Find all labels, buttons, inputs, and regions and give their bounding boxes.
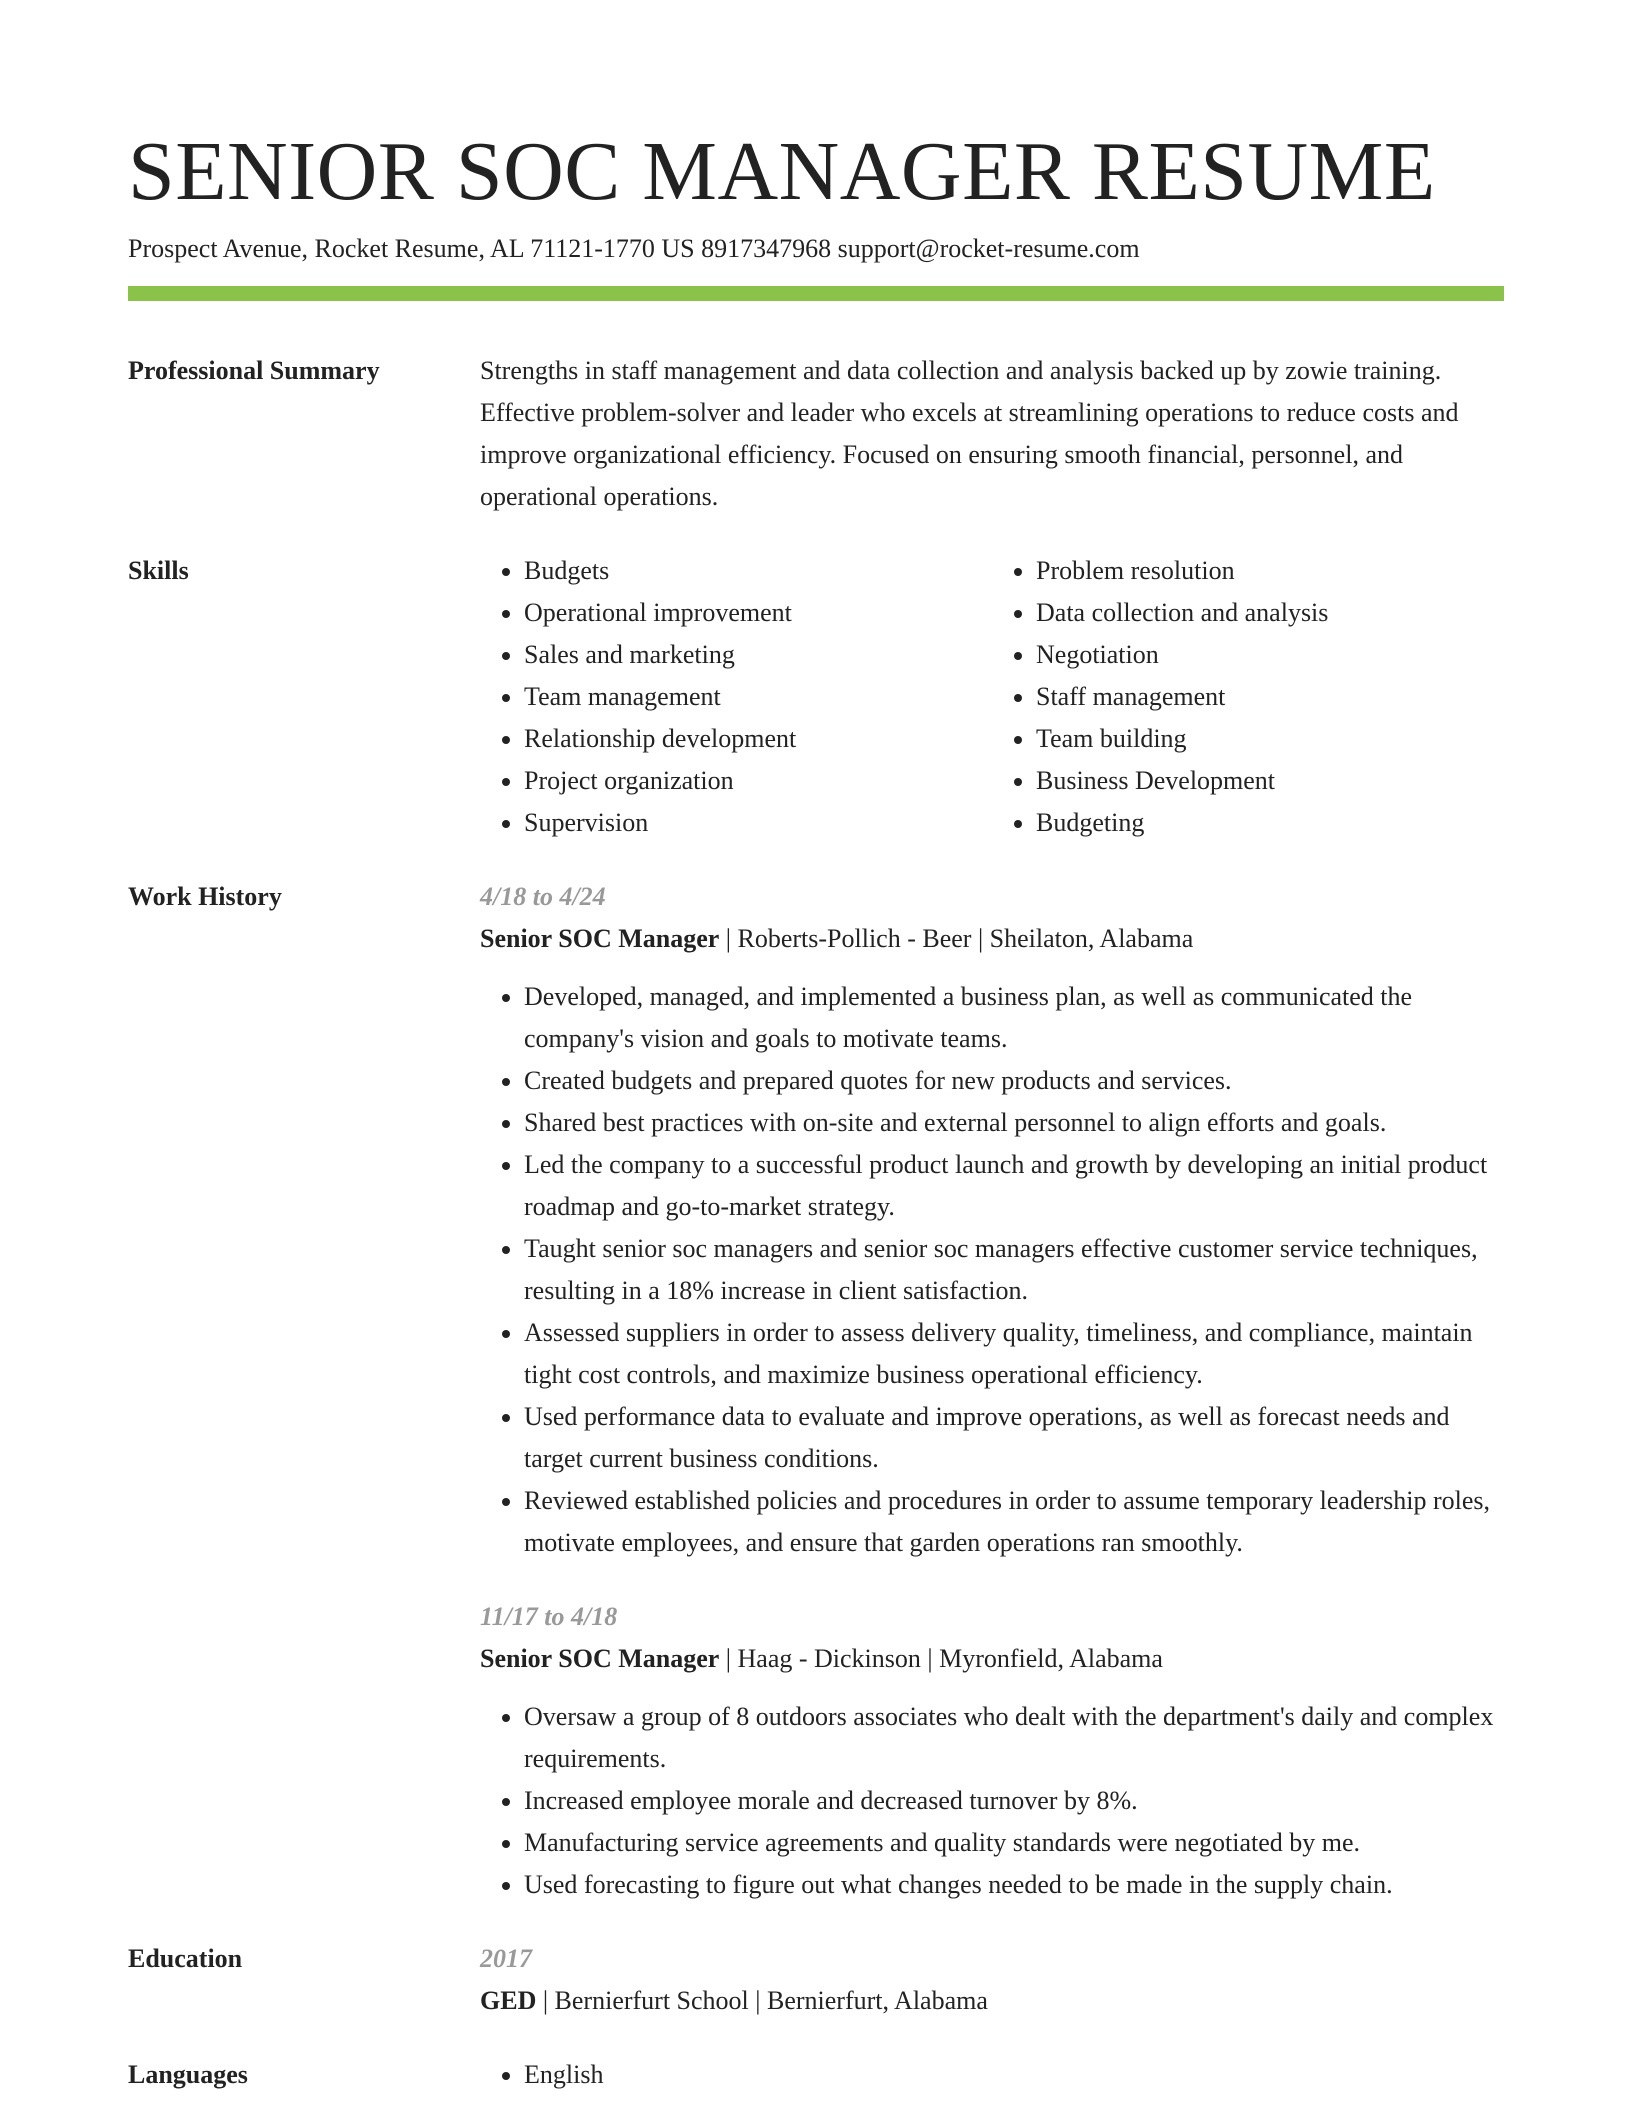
skill-item: • Budgets bbox=[524, 550, 992, 592]
job-bullet: • Developed, managed, and implemented a business plan, as well as communicated the company's vision and goals to motivate teams. bbox=[524, 976, 1504, 1060]
job-bullet: • Used performance data to evaluate and improve operations, as well as forecast needs and target current business conditions. bbox=[524, 1396, 1504, 1480]
work-history-section bbox=[128, 876, 1504, 1906]
job-bullets bbox=[480, 1696, 1504, 1906]
skill-item: • Supervision bbox=[524, 802, 992, 844]
skill-item: • Operational improvement bbox=[524, 592, 992, 634]
job-entry bbox=[480, 1596, 1504, 1906]
resume-title: SENIOR SOC MANAGER RESUME bbox=[128, 125, 1436, 218]
skill-item: • Budgeting bbox=[1036, 802, 1504, 844]
job-details: | Roberts-Pollich - Beer | Sheilaton, Alabama bbox=[719, 924, 1194, 953]
languages-body bbox=[480, 2054, 1504, 2096]
accent-divider bbox=[128, 286, 1504, 301]
resume-content bbox=[128, 350, 1504, 2128]
summary-heading: Professional Summary bbox=[128, 356, 380, 385]
job-dates: 11/17 to 4/18 bbox=[480, 1602, 618, 1631]
job-header bbox=[480, 918, 1504, 960]
job-bullet: • Used forecasting to figure out what changes needed to be made in the supply chain. bbox=[524, 1864, 1504, 1906]
summary-text: Strengths in staff management and data collection and analysis backed up by zowie training. Effective problem-solver and leader who excels at streamlining operations to reduce costs and improve organizational efficiency. Focused on ensuring smooth financial, personnel, and operational operations. bbox=[480, 356, 1459, 511]
languages-list bbox=[480, 2054, 1504, 2096]
job-bullet: • Shared best practices with on-site and external personnel to align efforts and goals. bbox=[524, 1102, 1504, 1144]
education-body bbox=[480, 1938, 1504, 2022]
job-bullet: • Reviewed established policies and procedures in order to assume temporary leadership roles, motivate employees, and ensure that garden operations ran smoothly. bbox=[524, 1480, 1504, 1564]
skills-columns bbox=[480, 550, 1504, 844]
job-bullet: • Taught senior soc managers and senior soc managers effective customer service techniques, resulting in a 18% increase in client satisfaction. bbox=[524, 1228, 1504, 1312]
skills-heading: Skills bbox=[128, 556, 189, 585]
education-details: | Bernierfurt School | Bernierfurt, Alabama bbox=[536, 1986, 988, 2015]
job-bullet: • Oversaw a group of 8 outdoors associates who dealt with the department's daily and complex requirements. bbox=[524, 1696, 1504, 1780]
job-bullet: • Led the company to a successful product launch and growth by developing an initial product roadmap and go-to-market strategy. bbox=[524, 1144, 1504, 1228]
skill-item: • Team management bbox=[524, 676, 992, 718]
job-bullets bbox=[480, 976, 1504, 1564]
skills-list-left bbox=[480, 550, 992, 844]
job-bullet: • Assessed suppliers in order to assess delivery quality, timeliness, and compliance, maintain tight cost controls, and maximize business operational efficiency. bbox=[524, 1312, 1504, 1396]
job-details: | Haag - Dickinson | Myronfield, Alabama bbox=[719, 1644, 1163, 1673]
job-bullet: • Increased employee morale and decreased turnover by 8%. bbox=[524, 1780, 1504, 1822]
contact-line: Prospect Avenue, Rocket Resume, AL 71121-1770 US 8917347968 support@rocket-resume.com bbox=[128, 234, 1140, 263]
skill-item: • Business Development bbox=[1036, 760, 1504, 802]
job-dates: 4/18 to 4/24 bbox=[480, 882, 606, 911]
skill-item: • Data collection and analysis bbox=[1036, 592, 1504, 634]
job-bullet: • Manufacturing service agreements and quality standards were negotiated by me. bbox=[524, 1822, 1504, 1864]
summary-section bbox=[128, 350, 1504, 518]
skill-item: • Relationship development bbox=[524, 718, 992, 760]
job-title: Senior SOC Manager bbox=[480, 924, 720, 953]
skill-item: • Sales and marketing bbox=[524, 634, 992, 676]
skill-item: • Project organization bbox=[524, 760, 992, 802]
education-degree: GED bbox=[480, 1986, 537, 2015]
skill-item: • Negotiation bbox=[1036, 634, 1504, 676]
skills-section bbox=[128, 550, 1504, 844]
work-history-heading: Work History bbox=[128, 882, 282, 911]
education-year: 2017 bbox=[480, 1944, 532, 1973]
education-section bbox=[128, 1938, 1504, 2022]
skill-item: • Staff management bbox=[1036, 676, 1504, 718]
job-title: Senior SOC Manager bbox=[480, 1644, 720, 1673]
job-header bbox=[480, 1638, 1504, 1680]
skills-list-right bbox=[992, 550, 1504, 844]
job-entry bbox=[480, 876, 1504, 1564]
languages-section bbox=[128, 2054, 1504, 2096]
work-history-body bbox=[480, 876, 1504, 1906]
skill-item: • Team building bbox=[1036, 718, 1504, 760]
education-header bbox=[480, 1980, 1504, 2022]
education-heading: Education bbox=[128, 1944, 243, 1973]
skill-item: • Problem resolution bbox=[1036, 550, 1504, 592]
language-item: • English bbox=[524, 2054, 1504, 2096]
job-bullet: • Created budgets and prepared quotes for new products and services. bbox=[524, 1060, 1504, 1102]
languages-heading: Languages bbox=[128, 2060, 248, 2089]
